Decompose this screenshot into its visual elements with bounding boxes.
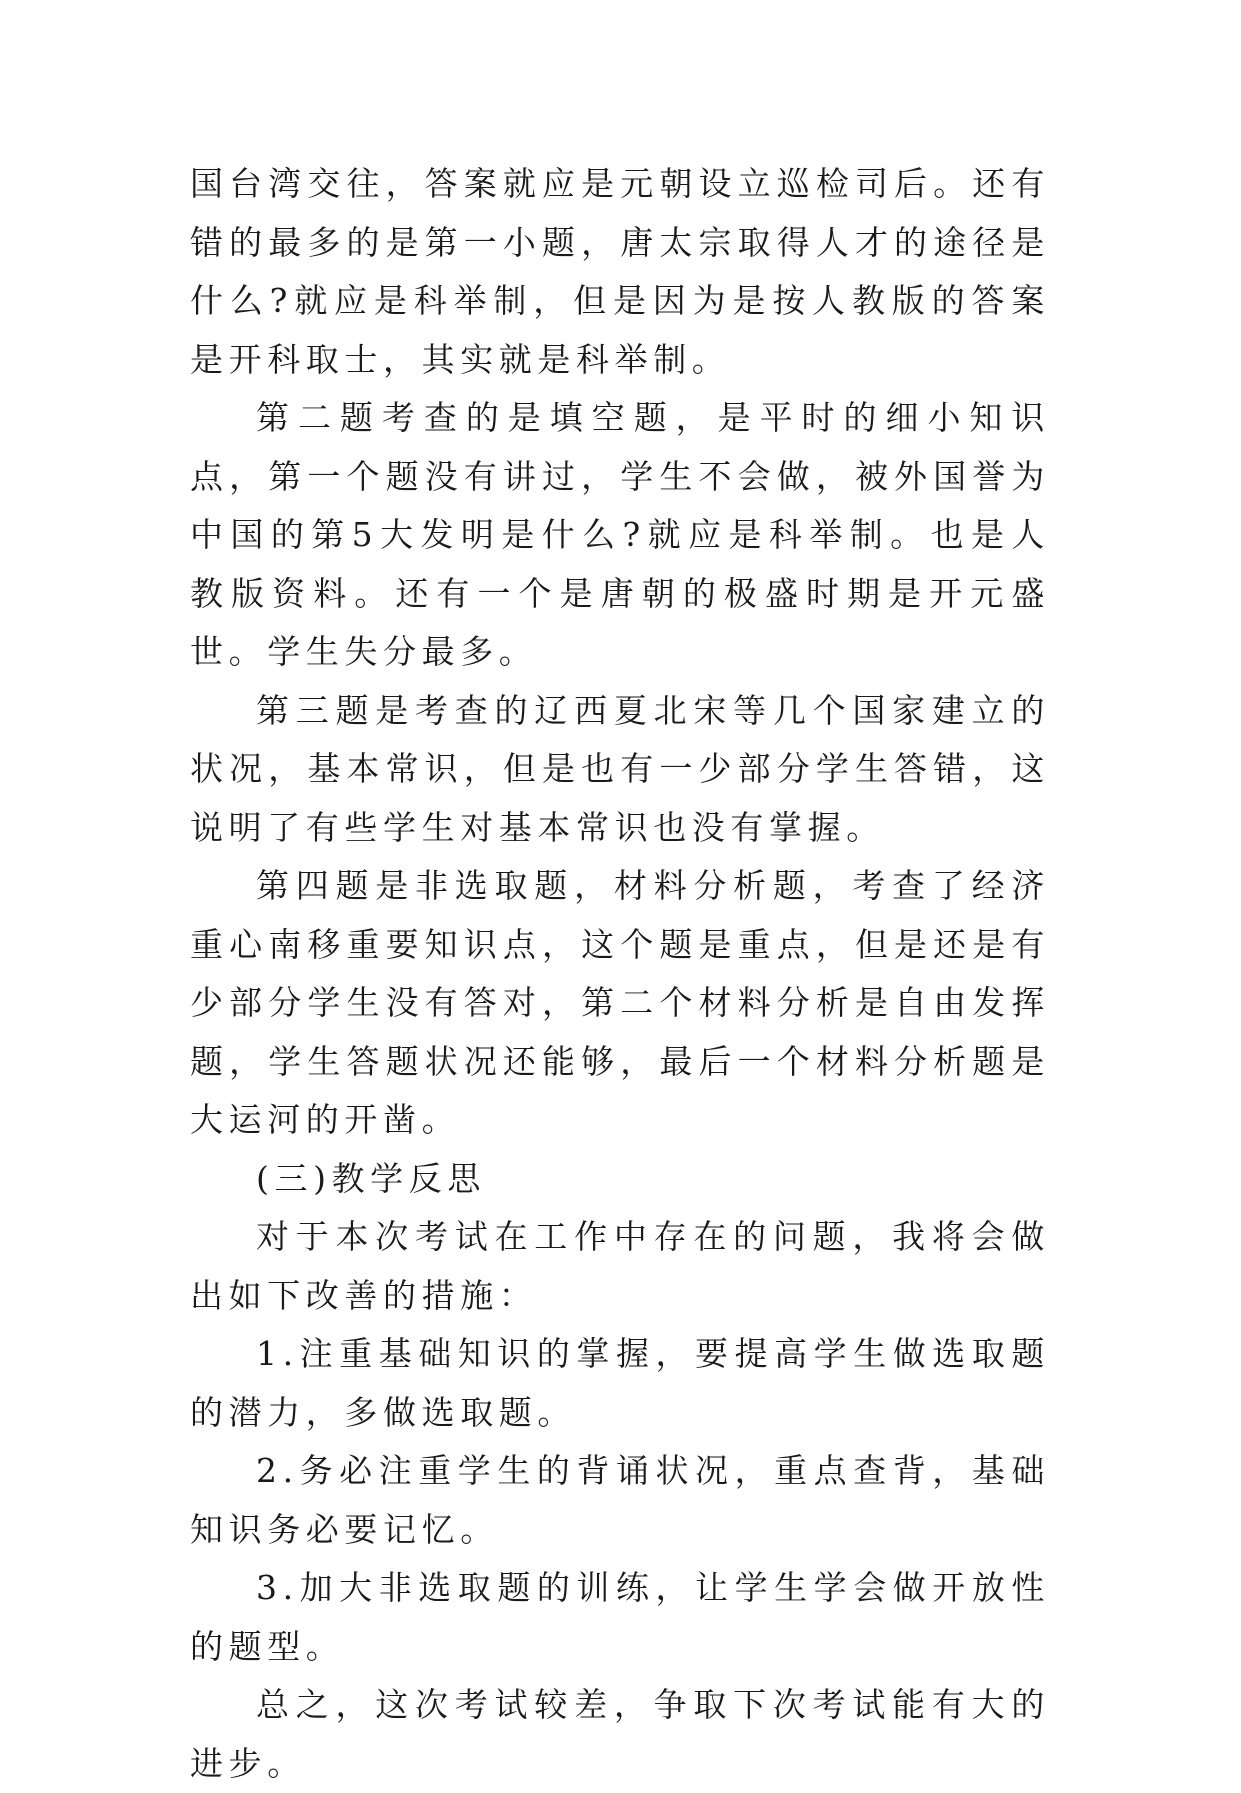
paragraph-2: 第二题考查的是填空题，是平时的细小知识点，第一个题没有讲过，学生不会做，被外国誉为中国的第5大发明是什么?就应是科举制。也是人教版资料。还有一个是唐朝的极盛时期是开元盛世。学生失分最多。 <box>190 398 1050 671</box>
paragraph-3: 第三题是考查的辽西夏北宋等几个国家建立的状况，基本常识，但是也有一少部分学生答错，这说明了有些学生对基本常识也没有掌握。 <box>190 690 1050 847</box>
document-body <box>190 155 1050 1793</box>
list-item-2: 2.务必注重学生的背诵状况，重点查背，基础知识务必要记忆。 <box>190 1451 1050 1549</box>
conclusion-paragraph: 总之，这次考试较差，争取下次考试能有大的进步。 <box>190 1685 1050 1783</box>
paragraph-6: 对于本次考试在工作中存在的问题，我将会做出如下改善的措施： <box>190 1217 1050 1315</box>
list-item-1: 1.注重基础知识的掌握，要提高学生做选取题的潜力，多做选取题。 <box>190 1334 1050 1432</box>
list-item-3: 3.加大非选取题的训练，让学生学会做开放性的题型。 <box>190 1568 1050 1666</box>
section-heading: (三)教学反思 <box>256 1158 486 1198</box>
paragraph-1: 国台湾交往，答案就应是元朝设立巡检司后。还有错的最多的是第一小题，唐太宗取得人才的途径是什么?就应是科举制，但是因为是按人教版的答案是开科取士，其实就是科举制。 <box>190 164 1050 379</box>
paragraph-4: 第四题是非选取题，材料分析题，考查了经济重心南移重要知识点，这个题是重点，但是还是有少部分学生没有答对，第二个材料分析是自由发挥题，学生答题状况还能够，最后一个材料分析题是大运河的开凿。 <box>190 866 1050 1139</box>
